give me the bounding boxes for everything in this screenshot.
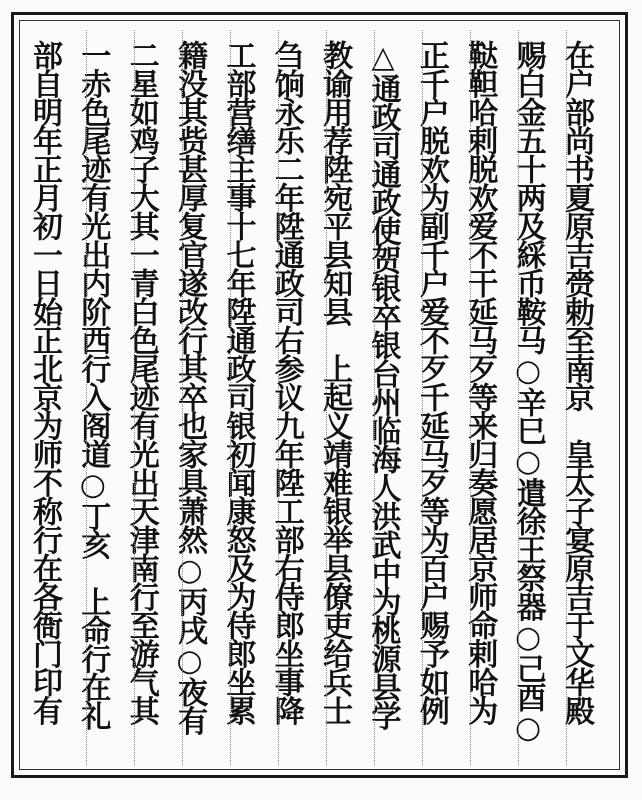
column-divider xyxy=(470,30,471,765)
text-column-1: 在户部尚书夏原吉赍勅至南京 皇太子宴原吉于文华殿 xyxy=(558,40,594,724)
column-divider xyxy=(182,30,183,765)
text-column-11: 一赤色尾迹有光出内阶西行入阁道○丁亥 上命行在礼 xyxy=(75,40,111,729)
text-column-9: 籍没其赀甚厚复官遂改行其卒也家具萧然○丙戌○夜有 xyxy=(172,40,208,734)
column-divider xyxy=(374,30,375,765)
text-column-2: 赐白金五十两及綵币鞍马○辛巳○遣徐王祭器○己酉○ xyxy=(510,40,546,744)
column-divider xyxy=(278,30,279,765)
column-divider xyxy=(566,30,567,765)
text-column-7: 刍饷永乐二年陞通政司右参议九年陞工部右侍郎坐事降 xyxy=(268,40,304,724)
column-divider xyxy=(86,30,87,765)
column-divider xyxy=(230,30,231,765)
text-column-3: 鞑靼哈剌脱欢爱不干延马歹等来归奏愿居京师命剌哈为 xyxy=(462,40,498,724)
column-divider xyxy=(134,30,135,765)
column-divider xyxy=(326,30,327,765)
text-column-5: △通政司通政使贺银卒银台州临海人洪武中为桃源县学 xyxy=(365,40,401,729)
text-column-4: 正千户脱欢为副千户爱不歹千延马歹等为百户赐予如例 xyxy=(413,40,449,724)
text-columns xyxy=(22,40,598,756)
text-column-10: 二星如鸡子大其一青白色尾迹有光出天津南行至游气其 xyxy=(123,40,159,724)
text-column-12: 部自明年正月初一日始正北京为师不称行在各衙门印有 xyxy=(27,40,62,724)
text-column-8: 工部营缮主事十七年陞通政司银初闻康怒及为侍郎坐累 xyxy=(220,40,256,724)
column-divider xyxy=(518,30,519,765)
column-divider xyxy=(422,30,423,765)
text-column-6: 教谕用荐陞宛平县知县 上起义靖难银举县僚吏给兵士 xyxy=(317,40,353,724)
